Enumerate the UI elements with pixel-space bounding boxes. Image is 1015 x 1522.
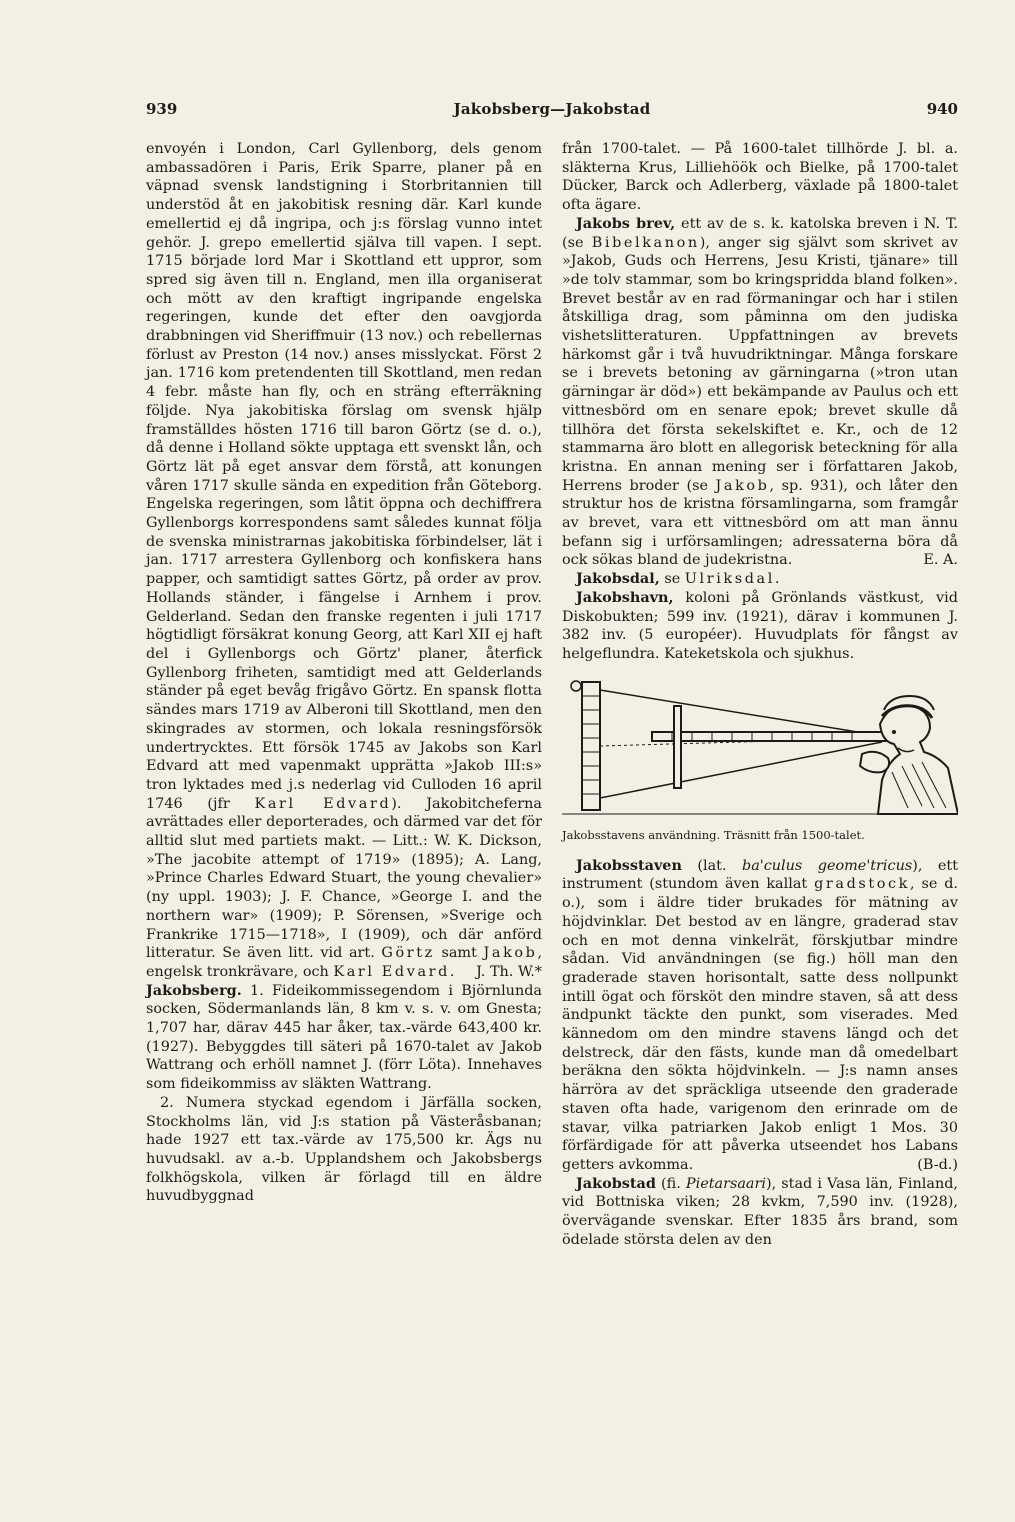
running-title: Jakobsberg—Jakobstad [453,100,651,118]
latin-term: ba'culus geome'tricus [741,857,913,874]
article-jakobs-brev: Jakobs brev, ett av de s. k. katolska breven i N. T. (se Bibelkanon), anger sig självt som skrivet av »Jakob, Guds och Herrens, Jesu Kristi, tjänare» till »de tolv stammar, som bo kringspridda bland folken». Brevet består av en rad förmaningar och har i stilen åtskilliga drag, som påminna om den judiska vishetslitteraturen. Uppfattningen av brevets härkomst går i två huvudriktningar. Många forskare se i brevets betoning av gärningarna (»tron utan gärningar är död») ett bekämpande av Paulus och ett vittnesbörd om en senare epok; brevet skulle då tillhöra det första sekelskiftet e. Kr., och de 12 stammarna äro blott en allegorisk beteckning för alla kristna. En annan mening ser i författaren Jakob, Herrens broder (se Jakob, sp. 931), och låter den struktur hos de kristna församlingarna, som framgår av brevet, vara ett vittnesbörd om att man ännu befann sig i urförsamlingen; adressaterna böra då ock sökas bland de judekristna. E. A. [562,214,959,569]
entry-headword: Jakobsberg. [146,981,242,999]
entry-headword: Jakobshavn, [576,588,674,606]
page-number-left: 939 [146,100,178,118]
entry-headword: Jakobs brev, [576,214,676,232]
jacobs-staff-woodcut [562,676,958,818]
cross-reference: gradstock [814,876,910,893]
article-jakobsberg-2: 2. Numera styckad egendom i Järfälla socken, Stockholms län, vid J:s station på Västeråsbanan; hade 1927 ett tax.-värde av 175,500 kr. Ägs nu huvudsakl. av a.-b. Upplandshem och Jakobsbergs folkhögskola, vilken är förlagd till en äldre huvudbyggnad [146,1094,542,1205]
cross-reference: Ulriksdal [684,571,775,588]
cross-reference: Karl Edvard [254,795,392,812]
article-jakobsdal: Jakobsdal, se Ulriksdal. [576,570,780,588]
finnish-name: Pietarsaari [685,1175,766,1192]
entry-headword: Jakobsdal, [576,570,660,588]
entry-headword: Jakobstad [576,1174,656,1192]
entry-headword: Jakobsstaven [576,856,682,874]
author-signature: E. A. [923,552,958,569]
article-jakobshavn: Jakobshavn, koloni på Grönlands västkust, vid Diskobukten; 599 inv. (1921), därav i kommunen J. 382 inv. (5 européer). Huvudplats för fångst av helgeflundra. Kateketskola och sjukhus. [562,588,958,662]
cross-reference: Jakob [715,477,770,494]
article-jakobsberg-continuation: från 1700-talet. — På 1600-talet tillhörde J. bl. a. släkterna Krus, Lilliehöök och Bielke, på 1700-talet Dücker, Barck och Adlerberg, växlade på 1800-talet ofta ägare. [562,141,958,214]
article-jakobiter-continuation: envoyén i London, Carl Gyllenborg, dels genom ambassadören i Paris, Erik Sparre, planer på en väpnad svensk landstigning i Storbritannien till understöd åt en jakobitisk resning där. Karl kunde emellertid ej då ingripa, och j:s förslag vunno intet gehör. J. grepo emellertid själva till vapen. I sept. 1715 började lord Mar i Skottland ett uppror, som spred sig även till n. England, men illa organiserat och mött av den kraftigt ingripande engelska regeringen, kunde det efter den oavgjorda drabbningen vid Sheriffmuir (13 nov.) och rebellernas förlust av Preston (14 nov.) anses misslyckat. Först 2 jan. 1716 kom pretendenten till Skottland, men redan 4 febr. måste han fly, och en sträng efterräkning följde. Nya jakobitiska förslag om svensk hjälp framställdes hösten 1716 till baron Görtz (se d. o.), då denne i Holland sökte upptaga ett svenskt lån, och Görtz lät på eget ansvar dem förstå, att konungen våren 1717 skulle sända en expedition från Göteborg. Engelska regeringen, som låtit öppna och dechiffrera Gyllenborgs korrespondens samt således kunnat följa de svenska ministrarnas jakobitiska förbindelser, lät i jan. 1717 arrestera Gyllenborg och konfiskera hans papper, och samtidigt sattes Görtz, på order av prov. Hollands ständer, i fängelse i Arnhem i prov. Gelderland. Sedan den franske regenten i juli 1717 högtidligt försäkrat konung Georg, att Karl XII ej haft del i Gyllenborgs och Görtz' planer, återfick Gyllenborg friheten, samtidigt med att Gelderlands ständer på eget bevåg frigåvo Görtz. En spansk flotta sändes mars 1719 av Alberoni till Skottland, men den skingrades av stormen, och lokala resningsförsök undertrycktes. Ett försök 1745 av Jakobs son Karl Edvard att med vapenmakt upprätta »Jakob III:s» tron lyktades med j.s nederlag vid Culloden 16 april 1746 (jfr Karl Edvard). Jakobitcheferna avrättades eller deporterades, och därmed var det för alltid slut med partiets makt. — Litt.: W. K. Dickson, »The jacobite attempt of 1719» (1895); A. Lang, »Prince Charles Edward Stuart, the young chevalier» (ny uppl. 1903); J. F. Chance, »George I. and the northern war» (1909); P. Sörensen, »Sverige och Frankrike 1715—1718», I (1909), och där anförd litteratur. Se även litt. vid art. Görtz samt Jakob, engelsk tronkrävare, och Karl Edvard. J. Th. W.* [146,141,543,980]
article-jakobsberg: Jakobsberg. 1. Fideikommissegendom i Björnlunda socken, Södermanlands län, 8 km v. s. v. om Gnesta; 1,707 har, därav 445 har åker, tax.-värde 643,400 kr. (1927). Bebyggdes till säteri på 1670-talet av Jakob Wattrang och erhöll namnet J. (förr Löta). Innehaves som fideikommiss av släkten Wattrang. [146,981,543,1093]
right-column [562,140,958,1249]
author-signature: (B-d.) [917,1156,958,1173]
article-jakobstad: Jakobstad (fi. Pietarsaari), stad i Vasa län, Finland, vid Bottniska viken; 28 kvkm, 7,590 inv. (1928), övervägande svenskar. Efter 1835 års brand, som ödelade största delen av den [562,1174,958,1248]
author-signature: J. Th. W.* [476,963,542,980]
figure-caption: Jakobsstavens användning. Träsnitt från 1500-talet. [562,827,865,842]
left-column [146,140,542,1206]
article-jakobsstaven: Jakobsstaven (lat. ba'culus geome'tricus), ett instrument (stundom även kallat gradstock, se d. o.), som i äldre tider brukades för mätning av höjdvinklar. Det bestod av en längre, graderad stav och en mot denna vinkelrät, förskjutbar mindre sådan. Vid användningen (se fig.) höll man den graderade staven horisontalt, satte dess nollpunkt intill ögat och försköt den mindre staven, så att dess ändpunkt täckte den punkt, som viserades. Med kännedom om den mindre stavens längd och det delstreck, där den fästs, kunde man då omedelbart beräkna den sökta höjdvinkeln. — J:s namn anses härröra av det spräckliga utseende den graderade staven ofta hade, varigenom den erinrade om de stavar, vilka patriarken Jakob enligt 1 Mos. 30 förfärdigade för att påverka utseendet hos Labans getters avkomma. (B-d.) [562,856,958,1173]
page-header [146,100,958,124]
cross-reference: Görtz [381,945,435,962]
cross-reference: Bibelkanon [591,234,700,251]
woodcut-figure [562,676,958,843]
cross-reference: Karl Edvard [333,963,450,980]
cross-reference: Jakob [483,945,538,962]
page-number-right: 940 [926,100,958,118]
